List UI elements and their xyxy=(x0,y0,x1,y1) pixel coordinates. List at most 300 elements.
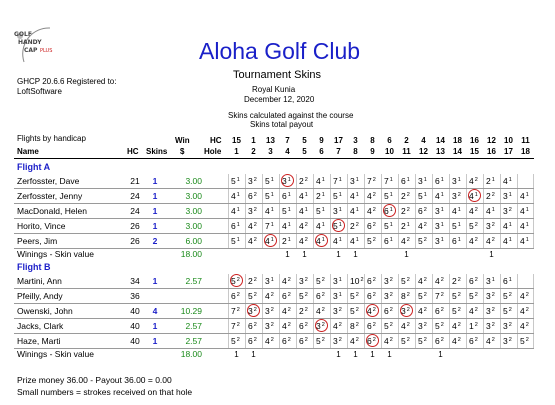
score-value: $4^1$ xyxy=(299,206,308,216)
strokes-received: 2 xyxy=(423,337,427,343)
strokes-received: 1 xyxy=(525,192,529,198)
score-value: $6^2$ xyxy=(248,191,257,201)
score-value: $4^1$ xyxy=(452,206,461,216)
skin-value: 18.00 xyxy=(180,349,202,359)
score-value: $5^2$ xyxy=(435,321,444,331)
strokes-received: 2 xyxy=(440,277,444,283)
strokes-received: 1 xyxy=(525,237,529,243)
strokes-received: 2 xyxy=(474,337,478,343)
strokes-received: 1 xyxy=(338,192,342,198)
strokes-received: 2 xyxy=(474,222,478,228)
strokes-received: 2 xyxy=(304,307,308,313)
strokes-received: 1 xyxy=(304,192,308,198)
score-value: $3^2$ xyxy=(265,306,274,316)
skin-mark: 1 xyxy=(302,250,307,259)
strokes-received: 2 xyxy=(236,307,240,313)
score-value: $3^1$ xyxy=(333,206,342,216)
col-name: Name xyxy=(17,147,39,156)
score-value: $3^2$ xyxy=(418,321,427,331)
hole-score-cell xyxy=(466,204,483,218)
player-name: Martini, Ann xyxy=(17,276,62,286)
strokes-received: 2 xyxy=(236,337,240,343)
score-value: $4^1$ xyxy=(231,206,240,216)
hole-score-cell xyxy=(279,234,296,248)
score-value: $5^1$ xyxy=(231,176,240,186)
strokes-received: 2 xyxy=(406,292,410,298)
hole-score-cell xyxy=(415,204,432,218)
strokes-received: 2 xyxy=(508,307,512,313)
score-value: $2^2$ xyxy=(452,276,461,286)
strokes-received: 2 xyxy=(287,307,291,313)
strokes-received: 2 xyxy=(253,337,257,343)
hole-score-cell xyxy=(364,189,381,203)
score-value: $6^1$ xyxy=(503,276,512,286)
hole-score-cell xyxy=(228,234,245,248)
score-value: $4^2$ xyxy=(520,306,529,316)
player-hc: 24 xyxy=(130,191,140,201)
hole-num-14: 14 xyxy=(453,147,462,156)
strokes-received: 2 xyxy=(304,292,308,298)
strokes-received: 1 xyxy=(270,222,274,228)
hole-num-16: 16 xyxy=(487,147,496,156)
flights-by-label: Flights by handicap xyxy=(17,134,86,143)
hole-num-5: 5 xyxy=(302,147,307,156)
hole-hc-18: 11 xyxy=(521,136,530,145)
player-hc: 40 xyxy=(130,336,140,346)
player-skins: 1 xyxy=(152,221,158,231)
hole-num-13: 13 xyxy=(436,147,445,156)
hole-score-cell xyxy=(483,319,500,333)
hole-hc-9: 8 xyxy=(370,136,375,145)
strokes-received: 2 xyxy=(236,322,240,328)
hole-score-cell xyxy=(228,319,245,333)
score-value: $3^2$ xyxy=(452,191,461,201)
strokes-received: 2 xyxy=(355,322,359,328)
hole-score-cell xyxy=(517,189,534,203)
hole-score-cell xyxy=(279,204,296,218)
score-value: $5^1$ xyxy=(265,191,274,201)
strokes-received: 2 xyxy=(525,307,529,313)
score-value: $4^2$ xyxy=(520,321,529,331)
score-value: $6^2$ xyxy=(435,306,444,316)
strokes-received: 1 xyxy=(304,207,308,213)
col-skins: Skins xyxy=(146,147,168,156)
table-row[interactable] xyxy=(0,174,555,188)
table-row[interactable] xyxy=(0,289,555,303)
score-value: $5^2$ xyxy=(367,236,376,246)
strokes-received: 2 xyxy=(355,337,359,343)
strokes-received: 1 xyxy=(236,222,240,228)
score-value: $3^2$ xyxy=(299,276,308,286)
hole-score-cell xyxy=(245,304,262,318)
hole-num-18: 18 xyxy=(521,147,530,156)
score-value: $4^2$ xyxy=(299,221,308,231)
score-value: $4^1$ xyxy=(469,191,478,201)
table-row[interactable] xyxy=(0,334,555,348)
hole-score-cell xyxy=(415,289,432,303)
strokes-received: 2 xyxy=(406,237,410,243)
hole-score-cell xyxy=(330,289,347,303)
hole-score-cell xyxy=(466,189,483,203)
score-value: $6^2$ xyxy=(231,291,240,301)
hole-hc-6: 9 xyxy=(319,136,324,145)
score-value: $3^1$ xyxy=(333,291,342,301)
strokes-received: 1 xyxy=(406,222,410,228)
score-value: $5^1$ xyxy=(265,176,274,186)
player-hc: 24 xyxy=(130,206,140,216)
hole-score-cell xyxy=(313,289,330,303)
hole-score-cell xyxy=(228,274,245,288)
strokes-received: 2 xyxy=(287,292,291,298)
strokes-received: 2 xyxy=(355,222,359,228)
score-value: $6^2$ xyxy=(367,321,376,331)
hole-score-cell xyxy=(228,189,245,203)
score-value: $2^1$ xyxy=(316,191,325,201)
registration-line-2: LoftSoftware xyxy=(17,87,62,96)
flight-header: Flight A xyxy=(17,162,51,172)
hole-score-cell xyxy=(381,174,398,188)
hole-score-cell xyxy=(313,234,330,248)
strokes-received: 2 xyxy=(355,292,359,298)
strokes-received: 2 xyxy=(270,292,274,298)
hole-score-cell xyxy=(500,334,517,348)
score-value: $4^1$ xyxy=(350,206,359,216)
score-value: $3^1$ xyxy=(503,191,512,201)
score-value: $6^2$ xyxy=(384,306,393,316)
hole-score-cell xyxy=(517,234,534,248)
strokes-received: 2 xyxy=(270,322,274,328)
hole-score-cell xyxy=(347,304,364,318)
hole-score-cell xyxy=(398,289,415,303)
strokes-received: 2 xyxy=(389,322,393,328)
hole-score-cell xyxy=(500,234,517,248)
score-value: $6^2$ xyxy=(282,291,291,301)
score-value: $4^1$ xyxy=(503,176,512,186)
strokes-received: 2 xyxy=(304,322,308,328)
score-value: $4^2$ xyxy=(435,276,444,286)
strokes-received: 1 xyxy=(440,222,444,228)
score-value: $2^2$ xyxy=(299,306,308,316)
strokes-received: 1 xyxy=(423,192,427,198)
hole-score-cell xyxy=(347,289,364,303)
hole-num-6: 6 xyxy=(319,147,324,156)
hole-score-cell xyxy=(228,204,245,218)
strokes-received: 1 xyxy=(406,177,410,183)
strokes-received: 1 xyxy=(321,177,325,183)
table-row[interactable] xyxy=(0,204,555,218)
hole-score-cell xyxy=(483,189,500,203)
strokes-received: 1 xyxy=(270,207,274,213)
score-value: $6^1$ xyxy=(435,176,444,186)
skin-mark: 1 xyxy=(404,250,409,259)
skin-mark: 1 xyxy=(285,250,290,259)
hole-score-cell xyxy=(432,174,449,188)
strokes-received: 1 xyxy=(440,192,444,198)
table-row[interactable] xyxy=(0,189,555,203)
score-value: $6^2$ xyxy=(469,276,478,286)
score-value: $5^2$ xyxy=(418,236,427,246)
hole-score-cell xyxy=(415,304,432,318)
hole-score-cell xyxy=(279,289,296,303)
player-skins xyxy=(146,289,164,303)
hole-score-cell xyxy=(432,334,449,348)
hole-score-cell xyxy=(517,319,534,333)
score-value: $5^2$ xyxy=(520,336,529,346)
score-value: $6^2$ xyxy=(435,336,444,346)
hole-score-cell xyxy=(415,334,432,348)
score-value: $5^1$ xyxy=(333,221,342,231)
strokes-received: 2 xyxy=(321,292,325,298)
hole-num-4: 4 xyxy=(285,147,290,156)
score-value: $6^2$ xyxy=(418,206,427,216)
hole-score-cell xyxy=(330,319,347,333)
strokes-received: 1 xyxy=(236,237,240,243)
hole-score-cell xyxy=(330,174,347,188)
score-value: $2^2$ xyxy=(350,221,359,231)
score-value: $7^2$ xyxy=(435,291,444,301)
strokes-received: 2 xyxy=(236,292,240,298)
skin-mark: 1 xyxy=(438,350,443,359)
score-value: $5^2$ xyxy=(418,336,427,346)
hole-score-cell xyxy=(466,274,483,288)
score-value: $4^2$ xyxy=(418,221,427,231)
strokes-received: 1 xyxy=(338,277,342,283)
table-row[interactable] xyxy=(0,219,555,233)
score-value: $5^2$ xyxy=(384,321,393,331)
score-value: $6^1$ xyxy=(401,176,410,186)
score-value: $3^1$ xyxy=(265,276,274,286)
player-skins: 1 xyxy=(152,176,158,186)
strokes-received: 2 xyxy=(304,337,308,343)
hole-score-cell xyxy=(313,189,330,203)
table-row[interactable] xyxy=(0,304,555,318)
strokes-received: 2 xyxy=(338,337,342,343)
strokes-received: 1 xyxy=(525,207,529,213)
strokes-received: 1 xyxy=(389,207,393,213)
hole-score-cell xyxy=(483,204,500,218)
score-value: $7^2$ xyxy=(231,321,240,331)
hole-score-cell xyxy=(279,189,296,203)
strokes-received: 2 xyxy=(372,177,376,183)
strokes-received: 2 xyxy=(423,292,427,298)
player-skins: 1 xyxy=(152,321,158,331)
score-value: $2^1$ xyxy=(486,176,495,186)
score-value: $5^2$ xyxy=(401,276,410,286)
table-row[interactable] xyxy=(0,319,555,333)
strokes-received: 1 xyxy=(355,207,359,213)
strokes-received: 1 xyxy=(440,237,444,243)
score-value: $3^2$ xyxy=(401,306,410,316)
score-value: $6^2$ xyxy=(367,221,376,231)
score-value: $4^1$ xyxy=(486,206,495,216)
strokes-received: 1 xyxy=(338,292,342,298)
hole-score-cell xyxy=(500,289,517,303)
flight-header: Flight B xyxy=(17,262,51,272)
hole-score-cell xyxy=(279,334,296,348)
hole-score-cell xyxy=(245,234,262,248)
strokes-received: 2 xyxy=(321,277,325,283)
score-value: $5^2$ xyxy=(231,276,240,286)
score-value: $4^2$ xyxy=(401,321,410,331)
table-row[interactable] xyxy=(0,234,555,248)
hole-score-cell xyxy=(517,289,534,303)
hole-score-cell xyxy=(415,274,432,288)
strokes-received: 2 xyxy=(525,337,529,343)
small-numbers-note: Small numbers = strokes received on that hole xyxy=(17,387,193,397)
skin-mark: 1 xyxy=(336,350,341,359)
strokes-received: 2 xyxy=(525,292,529,298)
hole-score-cell xyxy=(432,319,449,333)
hole-score-cell xyxy=(432,189,449,203)
player-name: Pfeilly, Andy xyxy=(17,291,63,301)
score-value: $3^2$ xyxy=(503,336,512,346)
score-value: $3^2$ xyxy=(333,306,342,316)
hole-score-cell xyxy=(262,319,279,333)
strokes-received: 1 xyxy=(287,177,291,183)
strokes-received: 2 xyxy=(508,322,512,328)
table-row[interactable] xyxy=(0,274,555,288)
strokes-received: 2 xyxy=(389,277,393,283)
score-value: $2^2$ xyxy=(248,276,257,286)
strokes-received: 2 xyxy=(406,307,410,313)
hole-score-cell xyxy=(245,289,262,303)
hole-score-cell xyxy=(313,334,330,348)
hole-score-cell xyxy=(364,174,381,188)
player-name: MacDonald, Helen xyxy=(17,206,87,216)
hole-score-cell xyxy=(517,274,534,288)
score-value: $4^1$ xyxy=(231,191,240,201)
strokes-received: 2 xyxy=(321,307,325,313)
hole-score-cell xyxy=(398,234,415,248)
score-value: $3^1$ xyxy=(486,276,495,286)
strokes-received: 1 xyxy=(355,177,359,183)
strokes-received: 2 xyxy=(508,292,512,298)
strokes-received: 2 xyxy=(423,222,427,228)
strokes-received: 1 xyxy=(236,177,240,183)
score-value: $5^2$ xyxy=(350,306,359,316)
hole-score-cell xyxy=(517,334,534,348)
hole-score-cell xyxy=(449,319,466,333)
score-value: $6^2$ xyxy=(469,336,478,346)
strokes-received: 2 xyxy=(406,337,410,343)
score-value: $4^2$ xyxy=(367,206,376,216)
score-value: $5^2$ xyxy=(248,291,257,301)
player-skins: 1 xyxy=(152,276,158,286)
strokes-received: 2 xyxy=(440,292,444,298)
score-value: $3^1$ xyxy=(435,221,444,231)
score-value: $3^2$ xyxy=(486,221,495,231)
hole-score-cell xyxy=(364,319,381,333)
player-name: Peers, Jim xyxy=(17,236,58,246)
hole-score-cell xyxy=(262,304,279,318)
score-value: $4^2$ xyxy=(401,236,410,246)
score-value: $6^1$ xyxy=(231,221,240,231)
strokes-received: 2 xyxy=(270,307,274,313)
player-winnings: 6.00 xyxy=(185,236,202,246)
hole-score-cell xyxy=(449,234,466,248)
score-value: $6^1$ xyxy=(282,191,291,201)
score-value: $4^2$ xyxy=(265,291,274,301)
strokes-received: 1 xyxy=(321,207,325,213)
strokes-received: 1 xyxy=(270,237,274,243)
strokes-received: 2 xyxy=(457,322,461,328)
score-value: $4^2$ xyxy=(248,236,257,246)
hole-score-cell xyxy=(279,174,296,188)
strokes-received: 2 xyxy=(372,337,376,343)
hole-score-cell xyxy=(432,304,449,318)
hole-score-cell xyxy=(449,189,466,203)
header-divider xyxy=(14,158,534,159)
strokes-received: 1 xyxy=(474,192,478,198)
col-dollar: $ xyxy=(180,147,185,156)
score-value: $6^1$ xyxy=(384,206,393,216)
hole-score-cell xyxy=(500,319,517,333)
hole-score-cell xyxy=(398,274,415,288)
score-value: $5^2$ xyxy=(401,336,410,346)
score-value: $5^1$ xyxy=(333,191,342,201)
score-value: $4^2$ xyxy=(520,291,529,301)
strokes-received: 1 xyxy=(270,277,274,283)
strokes-received: 1 xyxy=(491,177,495,183)
hole-score-cell xyxy=(262,174,279,188)
hole-score-cell xyxy=(313,304,330,318)
golf-handycap-logo-icon xyxy=(10,22,80,74)
hole-score-cell xyxy=(432,234,449,248)
player-name: Owenski, John xyxy=(17,306,73,316)
hole-hc-17: 10 xyxy=(504,136,513,145)
player-hc: 26 xyxy=(130,236,140,246)
hole-score-cell xyxy=(415,319,432,333)
hole-score-cell xyxy=(449,334,466,348)
hole-score-cell xyxy=(466,234,483,248)
score-value: $4^2$ xyxy=(282,321,291,331)
score-value: $2^2$ xyxy=(401,206,410,216)
player-skins: 4 xyxy=(152,306,158,316)
player-name: Jacks, Clark xyxy=(17,321,64,331)
hole-score-cell xyxy=(296,219,313,233)
player-winnings xyxy=(164,289,202,303)
hole-score-cell xyxy=(483,289,500,303)
winnings-label: Winings - Skin value xyxy=(17,249,95,259)
hole-score-cell xyxy=(245,334,262,348)
hole-score-cell xyxy=(279,319,296,333)
hole-score-cell xyxy=(364,219,381,233)
strokes-received: 2 xyxy=(508,207,512,213)
hole-score-cell xyxy=(262,334,279,348)
strokes-received: 1 xyxy=(389,177,393,183)
score-value: $3^1$ xyxy=(418,176,427,186)
player-hc: 26 xyxy=(130,221,140,231)
hole-hc-13: 14 xyxy=(436,136,445,145)
strokes-received: 2 xyxy=(440,337,444,343)
score-value: $4^1$ xyxy=(503,236,512,246)
strokes-received: 2 xyxy=(253,207,257,213)
score-value: $3^1$ xyxy=(452,176,461,186)
strokes-received: 1 xyxy=(525,222,529,228)
strokes-received: 1 xyxy=(270,192,274,198)
score-value: $5^2$ xyxy=(469,221,478,231)
player-hc: 34 xyxy=(130,276,140,286)
strokes-received: 2 xyxy=(253,322,257,328)
hole-score-cell xyxy=(228,334,245,348)
player-skins: 1 xyxy=(152,336,158,346)
player-skins: 2 xyxy=(152,236,158,246)
strokes-received: 2 xyxy=(236,277,240,283)
strokes-received: 2 xyxy=(423,322,427,328)
hole-hc-5: 5 xyxy=(302,136,307,145)
strokes-received: 2 xyxy=(372,192,376,198)
strokes-received: 2 xyxy=(372,207,376,213)
